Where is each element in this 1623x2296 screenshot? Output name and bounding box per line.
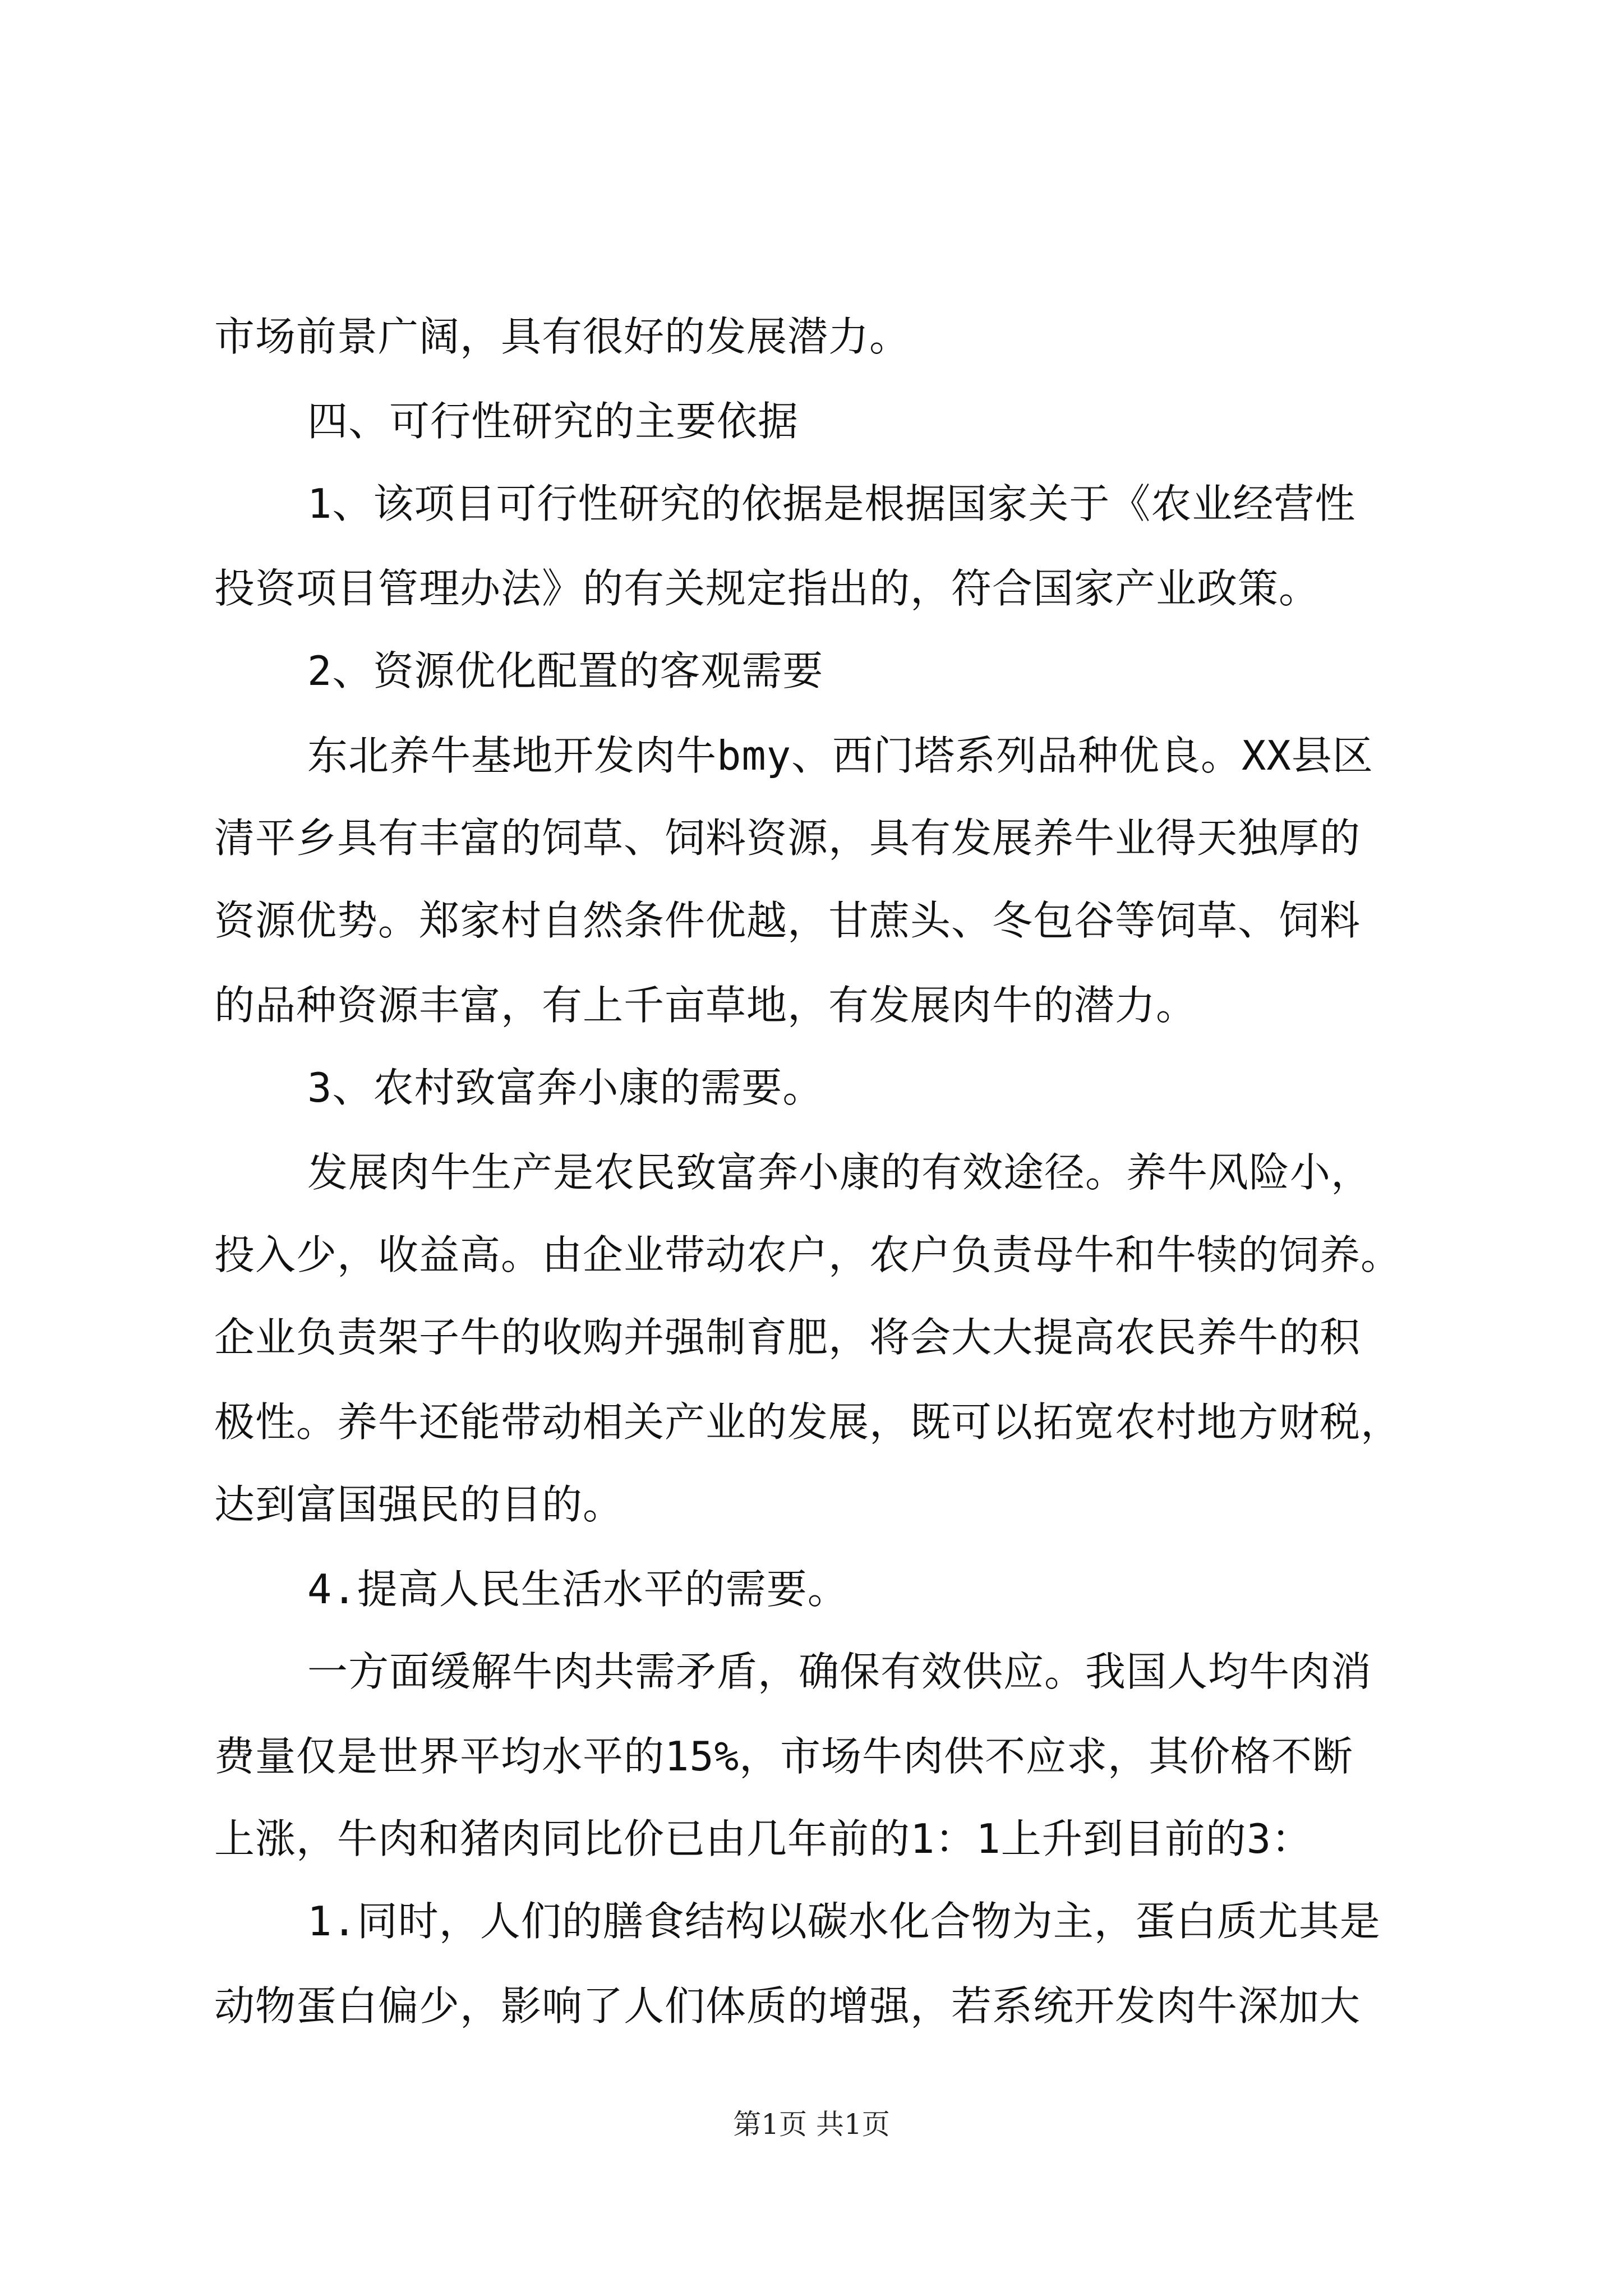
paragraph-line: 动物蛋白偏少，影响了人们体质的增强，若系统开发肉牛深加大 <box>214 1982 1361 2030</box>
paragraph-line: 投资项目管理办法》的有关规定指出的，符合国家产业政策。 <box>214 565 1320 612</box>
paragraph-line: 上涨，牛肉和猪肉同比价已由几年前的1：1上升到目前的3： <box>214 1815 1313 1862</box>
paragraph-line: 极性。养牛还能带动相关产业的发展，既可以拓宽农村地方财税， <box>214 1398 1402 1446</box>
paragraph-line: 一方面缓解牛肉共需矛盾，确保有效供应。我国人均牛肉消 <box>307 1648 1372 1695</box>
paragraph-line: 资源优势。郑家村自然条件优越，甘蔗头、冬包谷等饲草、饲料 <box>214 897 1361 944</box>
paragraph-line: 费量仅是世界平均水平的15%，市场牛肉供不应求，其价格不断 <box>214 1733 1354 1780</box>
section-heading: 四、可行性研究的主要依据 <box>307 398 799 445</box>
paragraph-line: 清平乡具有丰富的饲草、饲料资源，具有发展养牛业得天独厚的 <box>214 815 1361 862</box>
section-heading: 3、农村致富奔小康的需要。 <box>307 1064 824 1111</box>
paragraph-line: 东北养牛基地开发肉牛bmy、西门塔系列品种优良。XX县区 <box>307 732 1373 779</box>
paragraph-line: 的品种资源丰富，有上千亩草地，有发展肉牛的潜力。 <box>214 982 1197 1029</box>
paragraph-line: 1、该项目可行性研究的依据是根据国家关于《农业经营性 <box>307 480 1356 527</box>
paragraph-line: 投入少，收益高。由企业带动农户，农户负责母牛和牛犊的饲养。 <box>214 1231 1402 1278</box>
paragraph-line: 达到富国强民的目的。 <box>214 1481 624 1528</box>
paragraph-line: 市场前景广阔，具有很好的发展潜力。 <box>214 313 911 360</box>
section-heading: 2、资源优化配置的客观需要 <box>307 647 824 694</box>
page-footer: 第1页 共1页 <box>733 2108 890 2141</box>
paragraph-line: 发展肉牛生产是农民致富奔小康的有效途径。养牛风险小， <box>307 1149 1372 1196</box>
paragraph-line: 1.同时，人们的膳食结构以碳水化合物为主，蛋白质尤其是 <box>307 1898 1381 1945</box>
section-heading: 4.提高人民生活水平的需要。 <box>307 1566 849 1613</box>
paragraph-line: 企业负责架子牛的收购并强制育肥，将会大大提高农民养牛的积 <box>214 1314 1361 1361</box>
